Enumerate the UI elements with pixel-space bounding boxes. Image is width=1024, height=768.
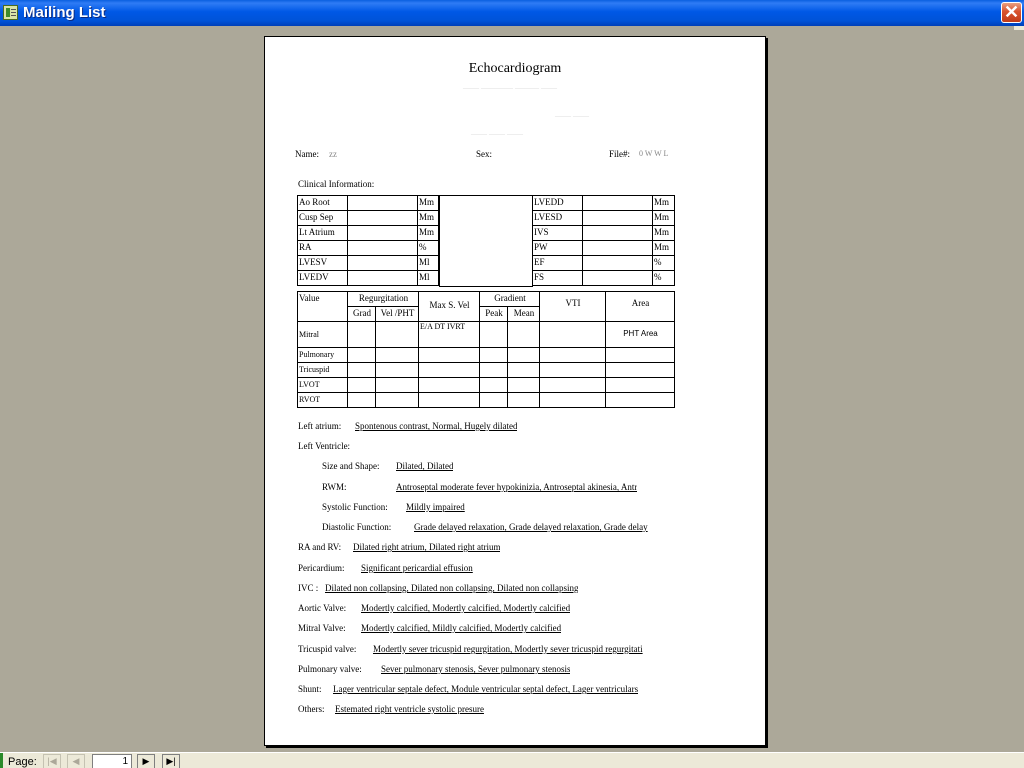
valve-cell xyxy=(539,377,606,393)
max-s-vel-header: Max S. Vel xyxy=(418,291,480,322)
valve-cell xyxy=(605,392,675,408)
sex-label: Sex: xyxy=(476,149,493,159)
measure-label: IVS xyxy=(532,225,583,241)
peak-header: Peak xyxy=(479,306,508,322)
measure-label: RA xyxy=(297,240,348,256)
title-bar xyxy=(0,0,1024,26)
area-header: Area xyxy=(605,291,675,322)
finding-label: Others: xyxy=(298,704,325,714)
valve-cell xyxy=(479,377,508,393)
clinical-info-label: Clinical Information: xyxy=(298,179,375,189)
valve-cell xyxy=(605,347,675,363)
report-icon xyxy=(3,5,18,20)
finding-value: Modertly calcified, Modertly calcified, Modertly calcified xyxy=(361,603,571,613)
valve-row-label: Mitral xyxy=(297,321,348,348)
finding-label: Tricuspid valve: xyxy=(298,644,357,654)
measure-value xyxy=(582,255,653,271)
measure-value xyxy=(347,240,418,256)
measure-unit: Mm xyxy=(417,225,439,241)
valve-cell xyxy=(347,321,376,348)
measure-label: LVESD xyxy=(532,210,583,226)
faint-text-line: —— ———— ——— —— xyxy=(463,83,557,92)
valve-cell xyxy=(418,377,480,393)
measure-value xyxy=(582,195,653,211)
valve-cell xyxy=(347,392,376,408)
measure-unit: % xyxy=(652,270,675,286)
measure-unit: Mm xyxy=(417,210,439,226)
page-number-input[interactable]: 1 xyxy=(92,754,132,768)
finding-value: Estemated right ventricle systolic presure xyxy=(335,704,484,714)
first-page-button[interactable] xyxy=(43,754,61,768)
scrollbar-stub[interactable] xyxy=(1014,26,1024,30)
next-page-icon: ▶ xyxy=(142,756,150,766)
valve-row-label: Tricuspid xyxy=(297,362,348,378)
vel-pht-header: Vel /PHT xyxy=(375,306,419,322)
valve-cell xyxy=(507,347,540,363)
measure-unit: % xyxy=(652,255,675,271)
valve-cell xyxy=(539,321,606,348)
finding-label: RA and RV: xyxy=(298,542,342,552)
finding-label: Size and Shape: xyxy=(322,461,380,471)
finding-label: Mitral Valve: xyxy=(298,623,346,633)
report-title: Echocardiogram xyxy=(468,61,562,76)
valve-cell xyxy=(375,392,419,408)
valve-row-label: RVOT xyxy=(297,392,348,408)
measure-unit: Mm xyxy=(652,240,675,256)
measure-label: LVEDV xyxy=(297,270,348,286)
finding-label: Systolic Function: xyxy=(322,502,388,512)
measure-label: Lt Atrium xyxy=(297,225,348,241)
finding-value: Lager ventricular septale defect, Module ventricular septal defect, Lager ventriculars xyxy=(333,684,639,694)
finding-label: Aortic Valve: xyxy=(298,603,347,613)
finding-label: Pericardium: xyxy=(298,563,345,573)
measure-label: EF xyxy=(532,255,583,271)
nav-edge xyxy=(0,753,3,768)
file-label: File#: xyxy=(609,149,631,159)
finding-value: Modertly calcified, Mildly calcified, Modertly calcified xyxy=(361,623,562,633)
measure-value xyxy=(347,270,418,286)
valve-cell xyxy=(479,321,508,348)
valve-cell xyxy=(605,362,675,378)
finding-value: Antroseptal moderate fever hypokinizia, Antroseptal akinesia, Antr xyxy=(396,482,638,492)
regurgitation-header: Regurgitation xyxy=(347,291,419,307)
finding-label: IVC : xyxy=(298,583,319,593)
finding-value: Grade delayed relaxation, Grade delayed relaxation, Grade delay xyxy=(414,522,648,532)
measure-value xyxy=(347,225,418,241)
name-label: Name: xyxy=(295,149,319,159)
measure-value xyxy=(347,195,418,211)
measure-unit: Mm xyxy=(652,225,675,241)
valve-cell xyxy=(418,347,480,363)
measure-unit: Mm xyxy=(652,210,675,226)
finding-value: Dilated right atrium, Dilated right atrium xyxy=(353,542,501,552)
valve-cell xyxy=(539,362,606,378)
valve-row-label: Pulmonary xyxy=(297,347,348,363)
valve-cell xyxy=(539,392,606,408)
finding-value: Modertly sever tricuspid regurgitation, Modertly sever tricuspid regurgitati xyxy=(373,644,643,654)
measure-value xyxy=(582,270,653,286)
last-page-button[interactable] xyxy=(162,754,180,768)
finding-value: Spontenous contrast, Normal, Hugely dilated xyxy=(355,421,518,431)
finding-label: Left atrium: xyxy=(298,421,342,431)
valve-cell: E/A DT IVRT xyxy=(418,321,480,348)
valve-cell xyxy=(507,362,540,378)
finding-value: Significant pericardial effusion xyxy=(361,563,473,573)
mean-header: Mean xyxy=(507,306,540,322)
measure-value xyxy=(582,240,653,256)
close-icon: ✕ xyxy=(1003,2,1020,22)
valve-cell: PHT Area xyxy=(605,321,675,348)
valve-cell xyxy=(507,392,540,408)
measure-label: PW xyxy=(532,240,583,256)
valve-cell xyxy=(347,377,376,393)
valve-cell xyxy=(418,392,480,408)
measure-value xyxy=(582,225,653,241)
last-page-icon: ▶| xyxy=(166,756,176,766)
finding-label: RWM: xyxy=(322,482,347,492)
valve-cell xyxy=(347,347,376,363)
measure-value xyxy=(582,210,653,226)
valve-col-header: Value xyxy=(297,291,348,322)
measure-label: FS xyxy=(532,270,583,286)
finding-label: Pulmonary valve: xyxy=(298,664,362,674)
page-label: Page: xyxy=(8,756,37,768)
faint-text-line: —— —— xyxy=(555,111,589,120)
finding-value: Sever pulmonary stenosis, Sever pulmonary stenosis xyxy=(381,664,571,674)
name-value: zz xyxy=(329,149,337,159)
valve-cell xyxy=(375,347,419,363)
valve-cell xyxy=(507,377,540,393)
measure-unit: Mm xyxy=(417,195,439,211)
file-value: 0 W W L xyxy=(639,149,669,158)
measure-value xyxy=(347,255,418,271)
previous-page-icon: ◀ xyxy=(72,756,80,766)
measure-unit: Ml xyxy=(417,255,439,271)
valve-cell xyxy=(507,321,540,348)
valve-cell xyxy=(347,362,376,378)
previous-page-button[interactable] xyxy=(67,754,85,768)
valve-cell xyxy=(479,347,508,363)
measure-label: LVEDD xyxy=(532,195,583,211)
valve-cell xyxy=(375,362,419,378)
measure-unit: Mm xyxy=(652,195,675,211)
measure-label: LVESV xyxy=(297,255,348,271)
valve-cell xyxy=(539,347,606,363)
measure-label: Ao Root xyxy=(297,195,348,211)
valve-cell xyxy=(479,392,508,408)
record-navigation-bar xyxy=(0,752,1024,768)
close-button[interactable] xyxy=(1001,2,1022,23)
valve-row-label: LVOT xyxy=(297,377,348,393)
report-page xyxy=(264,36,766,746)
valve-cell xyxy=(375,377,419,393)
measure-value xyxy=(347,210,418,226)
measure-unit: Ml xyxy=(417,270,439,286)
finding-value: Dilated non collapsing, Dilated non collapsing, Dilated non collapsing xyxy=(325,583,579,593)
finding-label: Shunt: xyxy=(298,684,322,694)
finding-label: Diastolic Function: xyxy=(322,522,392,532)
next-page-button[interactable] xyxy=(137,754,155,768)
finding-value: Dilated, Dilated xyxy=(396,461,454,471)
valve-cell xyxy=(375,321,419,348)
finding-value: Mildly impaired xyxy=(406,502,465,512)
valve-cell xyxy=(605,377,675,393)
measure-label: Cusp Sep xyxy=(297,210,348,226)
first-page-icon: |◀ xyxy=(47,756,57,766)
valve-cell xyxy=(418,362,480,378)
valve-cell xyxy=(479,362,508,378)
window-title: Mailing List xyxy=(23,4,106,21)
gradient-header: Gradient xyxy=(479,291,540,307)
measure-unit: % xyxy=(417,240,439,256)
measurements-spacer xyxy=(439,195,533,287)
grad-header: Grad xyxy=(347,306,376,322)
vti-header: VTI xyxy=(539,291,606,322)
faint-text-line: —— —— —— xyxy=(471,129,523,138)
finding-label: Left Ventricle: xyxy=(298,441,351,451)
